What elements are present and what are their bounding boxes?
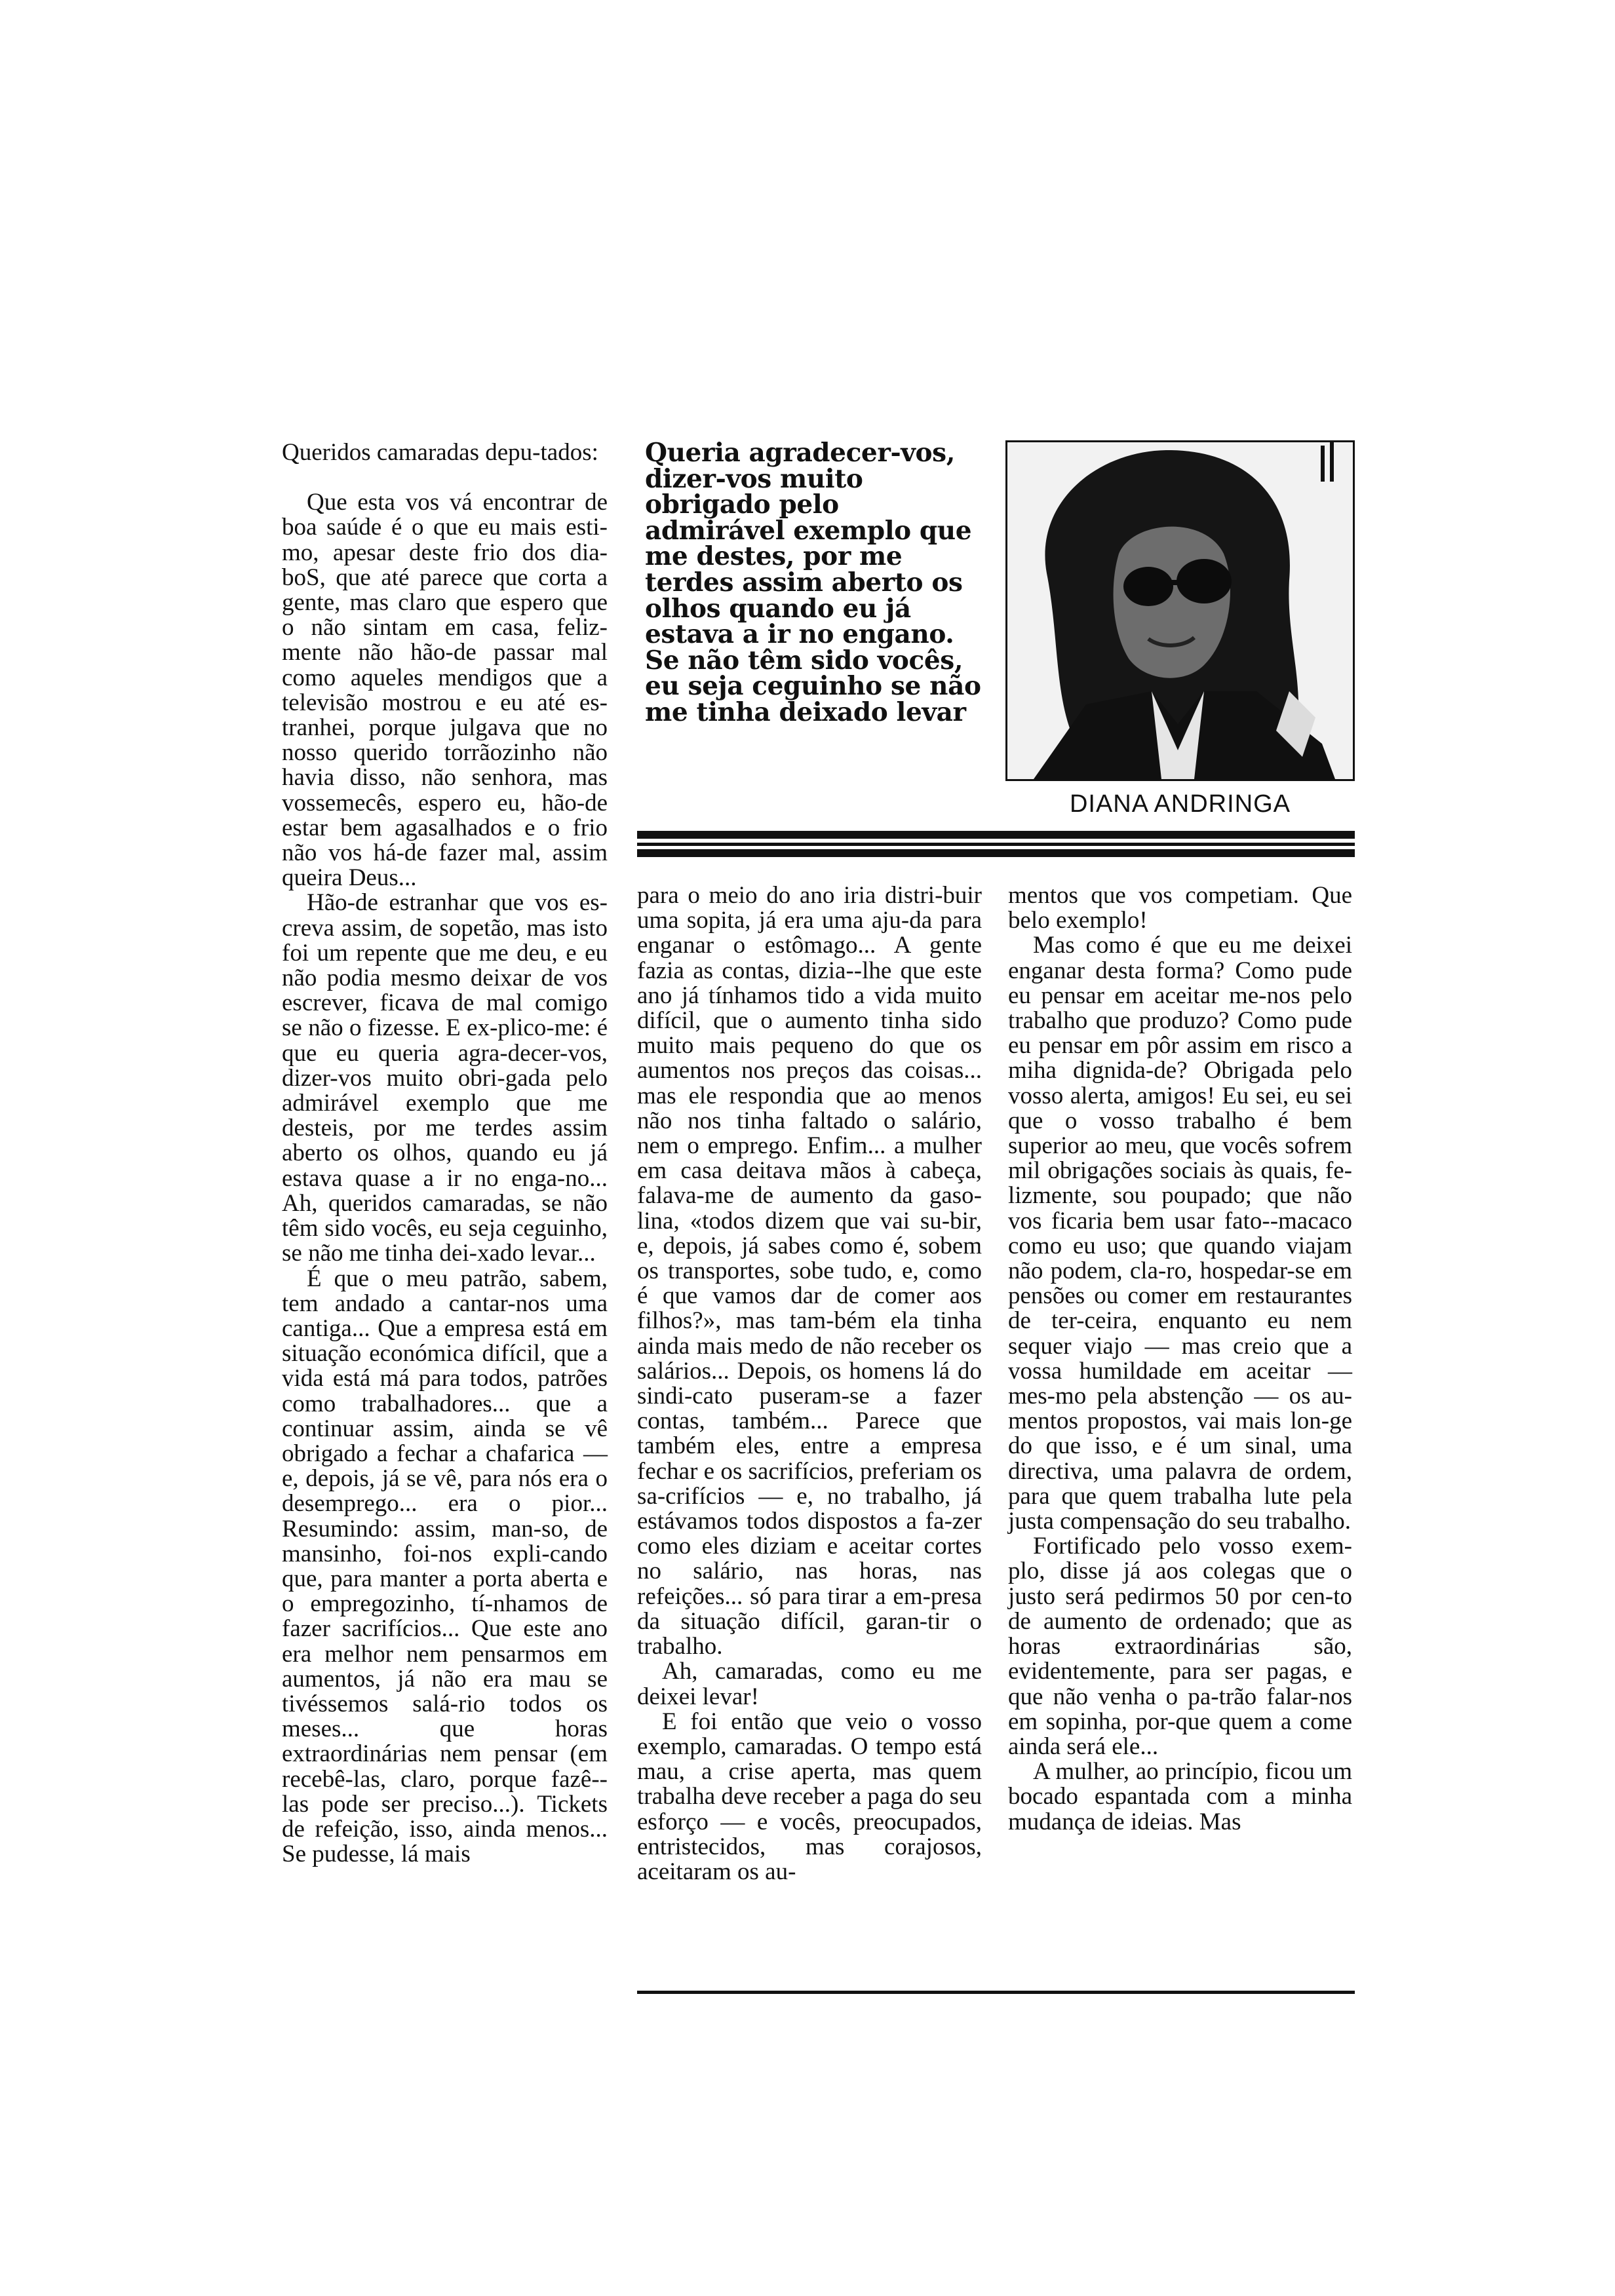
paragraph: Fortificado pelo vosso exem-plo, disse já aos colegas que o justo será pedirmos 50 por cen-to de aumento de ordenado; que as horas extraordinárias são, evidentemente, para ser pagas, e que não venha o pa-trão falar-nos em sopinha, por-que quem a come ainda será ele... — [1008, 1533, 1352, 1760]
photo-caption: DIANA ANDRINGA — [1069, 790, 1291, 818]
bottom-rule — [637, 1991, 1355, 1994]
paragraph: Ah, camaradas, como eu me deixei levar! — [637, 1658, 982, 1710]
article-column-2 — [637, 883, 982, 1885]
salutation: Queridos camaradas depu-tados: — [282, 439, 598, 466]
article-column-3 — [1008, 883, 1352, 1835]
paragraph: Mas como é que eu me deixei enganar desta forma? Como pude eu pensar em aceitar me-nos pelo trabalho que produzo? Como pude eu pensar em pôr assim em risco a miha dignida-de? Obrigada pelo vosso alerta, amigos! Eu sei, eu sei que o vosso trabalho é bem superior ao meu, que vocês sofrem mil obrigações sociais às quais, fe-lizmente, sou poupado; que não vos ficaria bem usar fato--macaco como eu uso; que quando viajam não podem, cla-ro, hospedar-se em pensões ou comer em restaurantes de ter-ceira, enquanto eu nem sequer viajo — mas creio que a vossa humildade em aceitar — mes-mo pela abstenção — os au-mentos propostos, vai mais lon-ge do que isso, e é um sinal, uma directiva, uma palavra de ordem, para que quem trabalha lute pela justa compensação do seu trabalho. — [1008, 932, 1352, 1535]
paragraph: mentos que vos competiam. Que belo exemplo! — [1008, 882, 1352, 934]
section-divider — [637, 831, 1355, 857]
paragraph: É que o meu patrão, sabem, tem andado a cantar-nos uma cantiga... Que a empresa está em situação económica difícil, que a vida está má para todos, patrões como trabalhadores... que a continuar assim, ainda se vê obrigado a fechar a chafarica — e, depois, já se vê, para nós era o desemprego... era o pior... Resumindo: assim, man-so, de mansinho, foi-nos expli-cando que, para manter a porta aberta e o empregozinho, tí-nhamos de fazer sacrifícios... Que este ano era melhor nem pensarmos em aumentos, já não era mau se tivéssemos salá-rio todos os meses... que horas extraordinárias nem pensar (em recebê-las, claro, porque fazê--las pode ser preciso...). Tickets de refeição, isso, ainda menos... Se pudesse, lá mais — [282, 1265, 608, 1868]
pull-quote: Queria agradecer-vos, dizer-vos muito obrigado pelo admirável exemplo que me destes, por me terdes assim aberto os olhos quando eu já estava a ir no engano. Se não têm sido vocês, eu seja ceguinho se não me tinha deixado levar — [645, 438, 981, 727]
article-column-1 — [282, 440, 608, 1867]
paragraph: Que esta vos vá encontrar de boa saúde é o que eu mais esti-mo, apesar deste frio dos dia-boS, que até parece que corta a gente, mas claro que espero que o não sintam em casa, feliz-mente não hão-de passar mal como aqueles mendigos que a televisão mostrou e eu até es-tranhei, porque julgava que no nosso querido torrãozinho não havia disso, não senhora, mas vossemecês, espero eu, hão-de estar bem agasalhados e o frio não vos há-de fazer mal, assim queira Deus... — [282, 489, 608, 892]
paragraph: Hão-de estranhar que vos es-creva assim, de sopetão, mas isto foi um repente que me deu, e eu não podia mesmo deixar de vos escrever, ficava de mal comigo se não o fizesse. E ex-plico-me: é que eu queria agra-decer-vos, dizer-vos muito obri-gada pelo admirável exemplo que me desteis, por me terdes assim aberto os olhos, quando eu já estava quase a ir no enga-no... Ah, queridos camaradas, se não têm sido vocês, eu seja ceguinho, se não me tinha dei-xado levar... — [282, 889, 608, 1267]
paragraph: A mulher, ao princípio, ficou um bocado espantada com a minha mudança de ideias. Mas — [1008, 1758, 1352, 1835]
paragraph: para o meio do ano iria distri-buir uma sopita, já era uma aju-da para enganar o estômago... A gente fazia as contas, dizia--lhe que este ano já tínhamos tido a vida muito difícil, que o aumento tinha sido muito mais pequeno do que os aumentos nos preços das coisas... mas ele respondia que ao menos não nos tinha faltado o salário, nem o emprego. Enfim... a mulher em casa deitava mãos à cabeça, falava-me de aumento da gaso-lina, «todos dizem que vai su-bir, e, depois, já sabes como é, sobem os transportes, sobe tudo, e, como é que vamos dar de comer aos filhos?», mas tam-bém ela tinha ainda mais medo de não receber os salários... Depois, os homens lá do sindi-cato puseram-se a fazer contas, também... Parece que também eles, entre a empresa fechar e os sacrifícios, preferiam os sa-crifícios — e, no trabalho, já estávamos todos dispostos a fa-zer como eles diziam e aceitar cortes no salário, nas horas, nas refeições... só para tirar a em-presa da situação difícil, garan-tir o trabalho. — [637, 882, 982, 1660]
author-portrait — [1005, 440, 1355, 781]
portrait-image — [1007, 442, 1353, 779]
paragraph: E foi então que veio o vosso exemplo, camaradas. O tempo está mau, a crise aperta, mas quem trabalha deve receber a paga do seu esforço — e vocês, preocupados, entristecidos, mas corajosos, aceitaram os au- — [637, 1708, 982, 1885]
